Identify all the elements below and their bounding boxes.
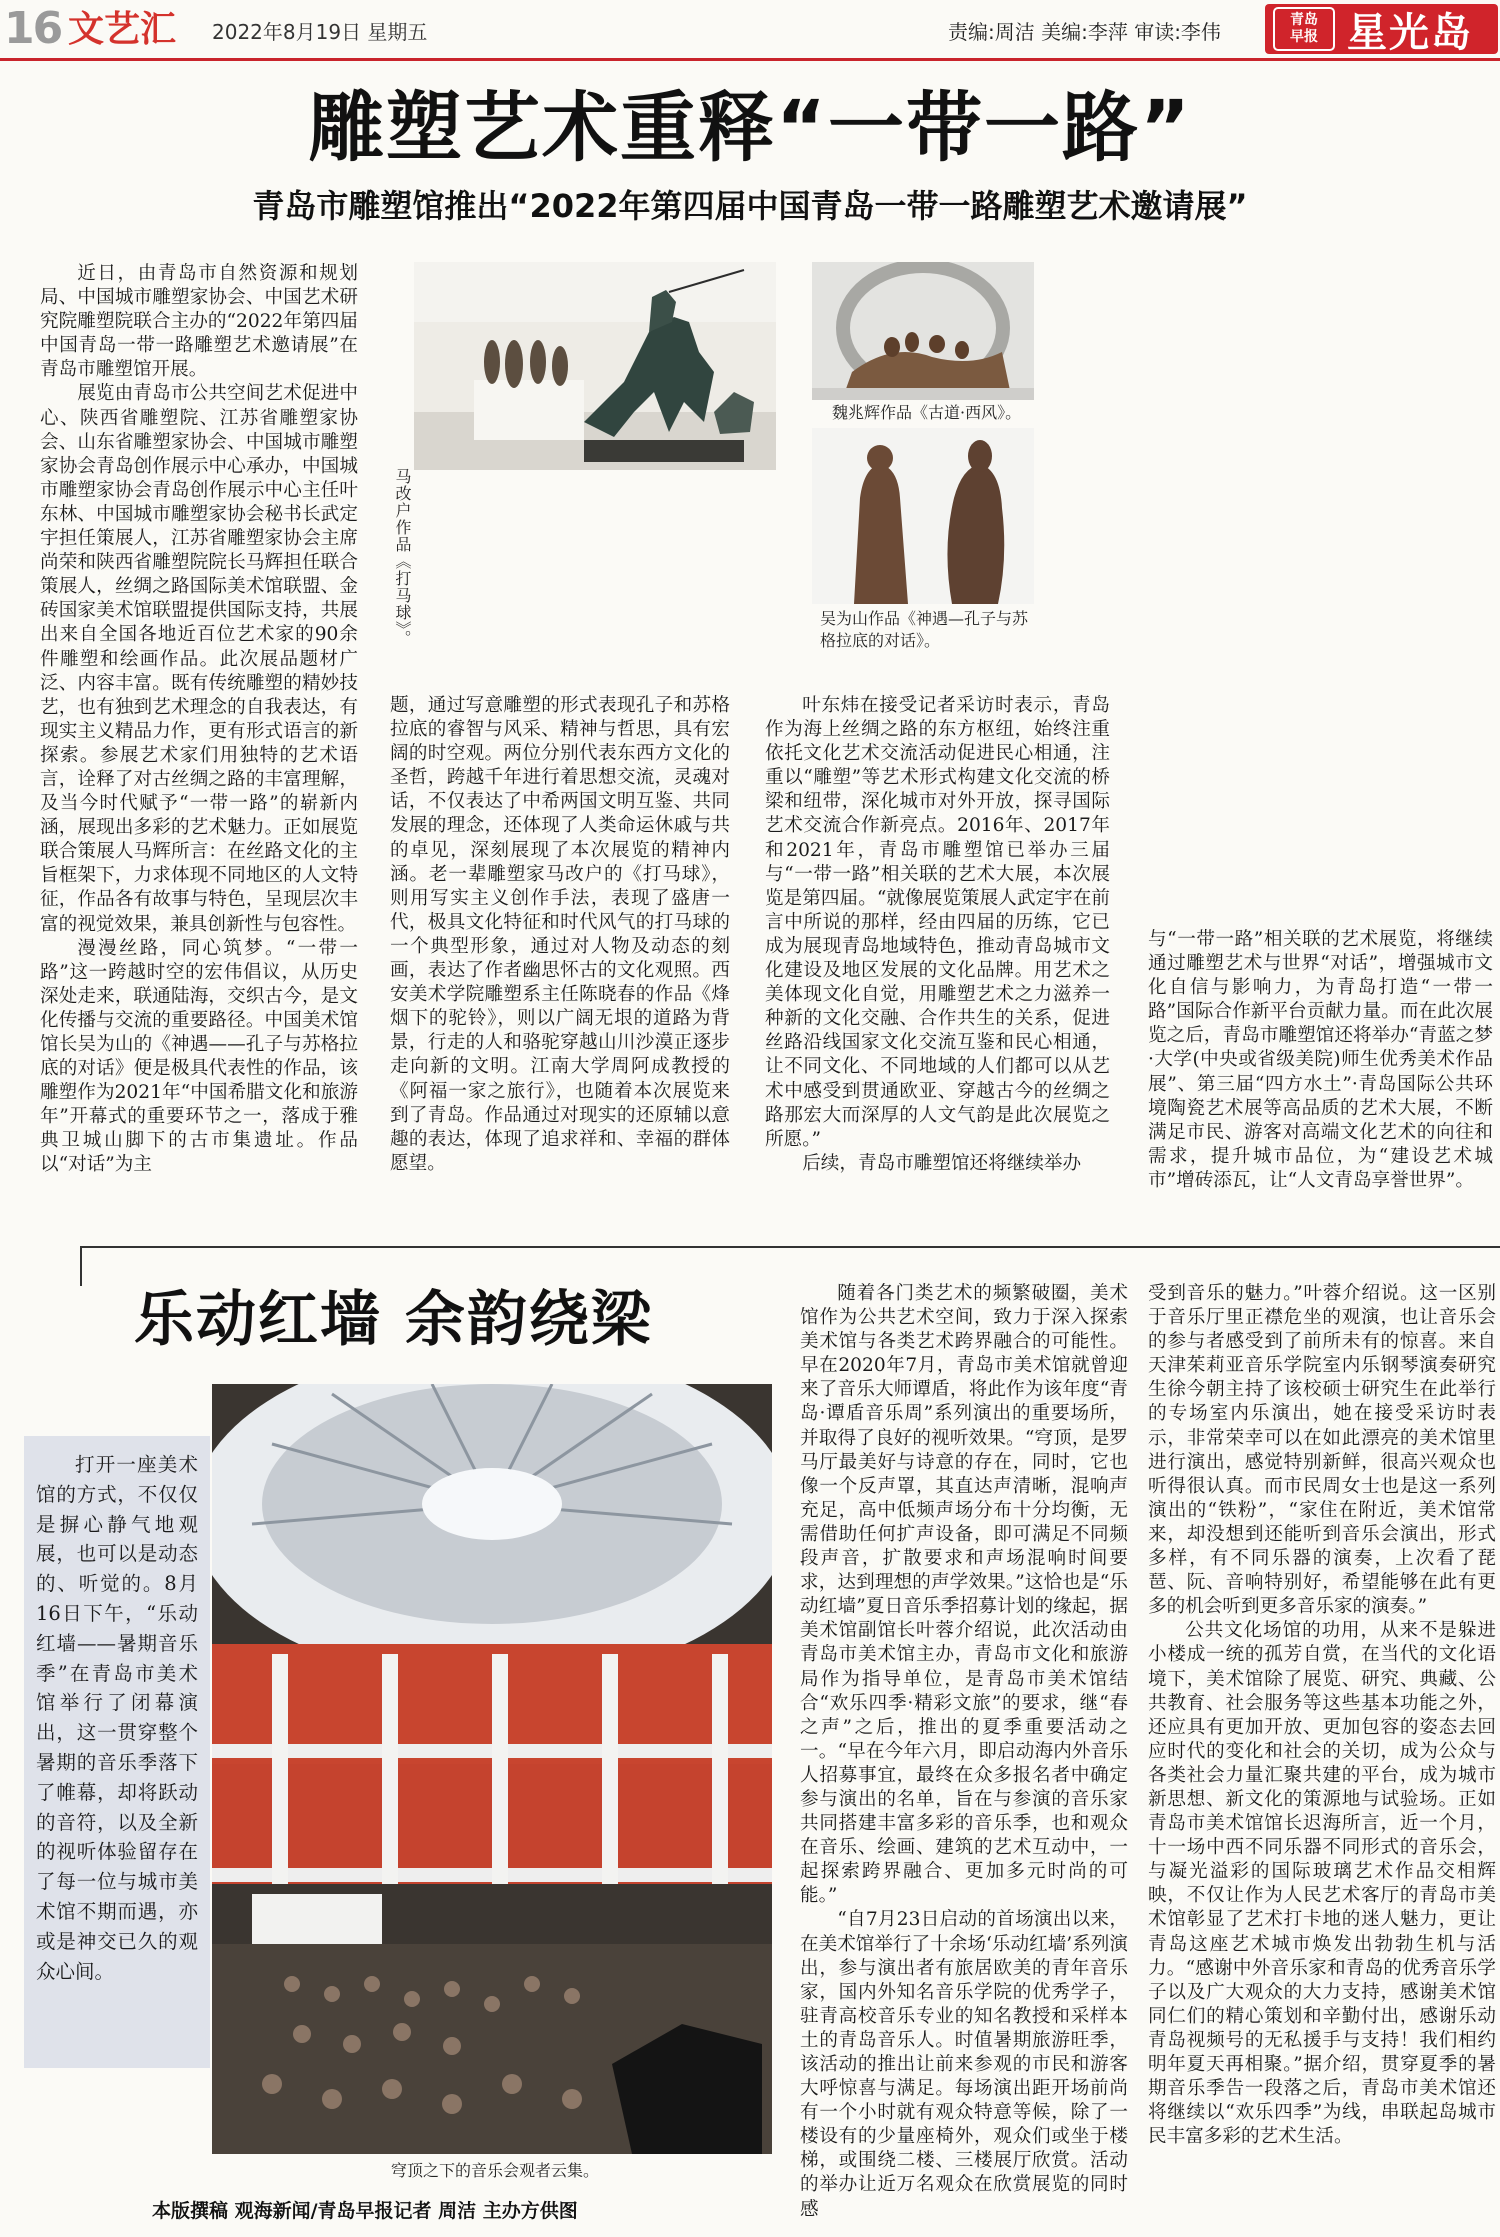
caption-figures-sculpture: 吴为山作品《神遇—孔子与苏格拉底的对话》。 [820,609,1029,650]
figures-sculpture-image [812,428,1034,604]
paragraph: “自7月23日启动的首场演出以来，在美术馆举行了十余场‘乐动红墙’系列演出，参与演出者有旅居欧美的青年音乐家，国内外知名音乐学院的优秀学子，驻青高校音乐专业的知名教授和采样本土的青岛音乐人。时值暑期旅游旺季，该活动的推出让前来参观的市民和游客大呼惊喜与满足。每场演出距开场前尚有一个小时就有观众特意等候，除了一楼设有的少量座椅外，观众们或坐于楼梯，或围绕二楼、三楼展厅欣赏。活动的举办让近万名观众在欣赏展览的同时感 [800,1909,1128,2220]
byline: 本版撰稿 观海新闻/青岛早报记者 周洁 主办方供图 [152,2200,578,2222]
article-column-2 [390,694,730,1222]
badge-line-2: 早报 [1290,29,1318,45]
paragraph: 叶东炜在接受记者采访时表示，青岛作为海上丝绸之路的东方枢纽，始终注重依托文化艺术交流活动促进民心相通，注重以“雕塑”等艺术形式构建文化交流的桥梁和纽带，深化城市对外开放，探寻国际艺术交流合作新亮点。2016年、2017年和2021年，青岛市雕塑馆已举办三届与“一带一路”相关联的艺术大展，本次展览是第四届。“就像展览策展人武定宇在前言中所说的那样，经由四届的历练，它已成为展现青岛地域特色，推动青岛城市文化建设及地区发展的文化品牌。用艺术之美体现文化自觉，用雕塑艺术之力滋养一种新的文化交融、合作共生的关系，促进丝路沿线国家文化交流互鉴和民心相通，让不同文化、不同地域的人们都可以从艺术中感受到贯通欧亚、穿越古今的丝绸之路那宏大而深厚的人文气韵是此次展览之所愿。” [765,695,1110,1150]
paragraph: 后续，青岛市雕塑馆还将继续举办 [802,1152,1082,1174]
supplement-name: 星光岛 [1347,8,1473,56]
editor-credits: 责编:周洁 美编:李萍 审读:李伟 [948,20,1221,44]
newspaper-badge [1273,7,1335,51]
article-column-1 [40,262,358,1222]
section-divider [80,1246,1500,1248]
paragraph: 随着各门类艺术的频繁破圈，美术馆作为公共艺术空间，致力于深入探索美术馆与各类艺术跨界融合的可能性。早在2020年7月，青岛市美术馆就曾迎来了音乐大师谭盾，将此作为该年度“青岛·谭盾音乐周”系列演出的重要场所，并取得了良好的视听效果。“穹顶，是罗马厅最美好与诗意的存在，同时，它也像一个反声罩，其直达声清晰，混响声充足，高中低频声场分布十分均衡，无需借助任何扩声设备，即可满足不同频段声音，扩散要求和声场混响时间要求，达到理想的声学效果。”这恰也是“乐动红墙”夏日音乐季招募计划的缘起，据美术馆副馆长叶蓉介绍说，此次活动由青岛市美术馆主办，青岛市文化和旅游局作为指导单位，是青岛市美术馆结合“欢乐四季·精彩文旅”的要求，继“春之声”之后，推出的夏季重要活动之一。“早在今年六月，即启动海内外音乐人招募事宜，最终在众多报名者中确定参与演出的名单，旨在与参演的音乐家共同搭建丰富多彩的音乐季，也和观众在音乐、绘画、建筑的艺术互动中，一起探索跨界融合、更加多元时尚的可能。” [800,1283,1128,1907]
badge-line-1: 青岛 [1290,12,1318,28]
article-column-4 [1148,928,1493,1222]
headline: 雕塑艺术重释“一带一路” [308,83,1192,172]
paragraph: 公共文化场馆的功用，从来不是躲进小楼成一统的孤芳自赏，在当代的文化语境下，美术馆除了展览、研究、典藏、公共教育、社会服务等这些基本功能之外，还应具有更加开放、更加包容的姿态去回应时代的变化和社会的关切，成为公众与各类社会力量汇聚共建的平台，成为城市新思想、新文化的策源地与试验场。正如青岛市美术馆馆长迟海所言，近一个月，十一场中西不同乐器不同形式的音乐会，与凝光溢彩的国际玻璃艺术作品交相辉映，不仅让作为人民艺术客厅的青岛市美术馆彰显了艺术打卡地的迷人魅力，更让青岛这座艺术城市焕发出勃勃生机与活力。“感谢中外音乐家和青岛的优秀音乐学子以及广大观众的大力支持，感谢美术馆同仁们的精心策划和辛勤付出，感谢乐动青岛视频号的无私援手与支持！我们相约明年夏天再相聚。”据介绍，贯穿夏季的暑期音乐季告一段落之后，青岛市美术馆还将继续以“欢乐四季”为线，串联起岛城市民丰富多彩的艺术生活。 [1148,1620,1496,2148]
caption-ring-sculpture: 魏兆辉作品《古道·西风》。 [832,403,1022,422]
figures-sculpture-photo [812,428,1034,604]
paragraph: 近日，由青岛市自然资源和规划局、中国城市雕塑家协会、中国艺术研究院雕塑院联合主办的“2022年第四届中国青岛一带一路雕塑艺术邀请展”在青岛市雕塑馆开展。 [40,263,358,381]
paragraph: 漫漫丝路，同心筑梦。“一带一路”这一跨越时空的宏伟倡议，从历史深处走来，联通陆海，交织古今，是文化传播与交流的重要路径。中国美术馆馆长吴为山的《神遇——孔子与苏格拉底的对话》便是极具代表性的作品，该雕塑作为2021年“中国希腊文化和旅游年”开幕式的重要环节之一，落成于雅典卫城山脚下的古市集遗址。作品以“对话”为主 [40,937,358,1176]
ring-sculpture-photo [812,262,1034,400]
header-rule [0,58,1500,61]
article-column-5 [800,1282,1128,2237]
paragraph: 与“一带一路”相关联的艺术展览，将继续通过雕塑艺术与世界“对话”，增强城市文化自信与影响力，为青岛打造“一带一路”国际合作新平台贡献力量。而在此次展览之后，青岛市雕塑馆还将举办“青蓝之梦·大学(中央或省级美院)师生优秀美术作品展”、第三届“四方水土”·青岛国际公共环境陶瓷艺术展等高品质的艺术大展，不断满足市民、游客对高端文化艺术的向往和需求，提升城市品位，为“建设艺术城市”增砖添瓦，让“人文青岛享誉世界”。 [1148,929,1493,1191]
paragraph: 展览由青岛市公共空间艺术促进中心、陕西省雕塑院、江苏省雕塑家协会、山东省雕塑家协会、中国城市雕塑家协会青岛创作展示中心承办，中国城市雕塑家协会青岛创作展示中心主任叶东林、中国城市雕塑家协会秘书长武定宇担任策展人，江苏省雕塑家协会主席尚荣和陕西省雕塑院院长马辉担任联合策展人，丝绸之路国际美术馆联盟、金砖国家美术馆联盟提供国际支持，共展出来自全国各地近百位艺术家的90余件雕塑和绘画作品。此次展品题材广泛、内容丰富。既有传统雕塑的精妙技艺，也有独到艺术理念的自我表达，有现实主义精品力作，更有形式语言的新探索。参展艺术家们用独特的艺术语言，诠释了对古丝绸之路的丰富理解，及当今时代赋予“一带一路”的崭新内涵，展现出多彩的艺术魅力。正如展览联合策展人马辉所言：在丝路文化的主旨框架下，力求体现不同地区的人文特征，作品各有故事与特色，呈现层次丰富的视觉效果，兼具创新性与包容性。 [40,383,358,935]
masthead-logo [1265,4,1498,54]
article-column-3 [765,694,1110,1222]
section-name: 文艺汇 [68,9,177,50]
intro-sidebar: 打开一座美术馆的方式，不仅仅是摒心静气地观展，也可以是动态的、听觉的。8月16日下午，“乐动红墙——暑期音乐季”在青岛市美术馆举行了闭幕演出，这一贯穿整个暑期的音乐季落下了帷幕，却将跃动的音符，以及全新的视听体验留存在了每一位与城市美术馆不期而遇，亦或是神交已久的观众心间。 [24,1436,210,2068]
caption-horse-sculpture: 马改户作品《打马球》。 [393,468,412,647]
article-column-6 [1148,1282,1496,2237]
concert-hall-photo [212,1384,772,2154]
ring-sculpture-image [812,262,1034,400]
paragraph: 受到音乐的魅力。”叶蓉介绍说。这一区别于音乐厅里正襟危坐的观演，也让音乐会的参与者感受到了前所未有的惊喜。来自天津茱莉亚音乐学院室内乐钢琴演奏研究生徐今朝主持了该校硕士研究生在此举行的专场室内乐演出，她在接受采访时表示，非常荣幸可以在如此漂亮的美术馆里进行演出，感觉特别新鲜，很高兴观众也听得很认真。而市民周女士也是这一系列演出的“铁粉”，“家住在附近，美术馆常来，却没想到还能听到音乐会演出，形式多样，有不同乐器的演奏，上次看了琵琶、阮、音响特别好，希望能够在此有更多的机会听到更多音乐家的演奏。” [1148,1283,1496,1618]
page-number: 16 [4,3,62,54]
concert-hall-image [212,1384,772,2154]
horse-sculpture-photo [414,262,776,470]
subheadline: 青岛市雕塑馆推出“2022年第四届中国青岛一带一路雕塑艺术邀请展” [252,187,1248,225]
section-divider-corner [80,1246,82,1286]
caption-concert-hall: 穹顶之下的音乐会观者云集。 [390,2161,599,2180]
issue-date: 2022年8月19日 星期五 [212,20,428,44]
headline-2: 乐动红墙 余韵绕梁 [134,1285,653,1355]
paragraph: 题，通过写意雕塑的形式表现孔子和苏格拉底的睿智与风采、精神与哲思，具有宏阔的时空观。两位分别代表东西方文化的圣哲，跨越千年进行着思想交流，灵魂对话，不仅表达了中希两国文明互鉴、共同发展的理念，还体现了人类命运休戚与共的卓见，深刻展现了本次展览的精神内涵。老一辈雕塑家马改户的《打马球》，则用写实主义创作手法，表现了盛唐一代，极具文化特征和时代风气的打马球的一个典型形象，通过对人物及动态的刻画，表达了作者幽思怀古的文化观照。西安美术学院雕塑系主任陈晓春的作品《烽烟下的驼铃》，则以广阔无垠的道路为背景，行走的人和骆驼穿越山川沙漠正逐步走向新的文明。江南大学周阿成教授的《阿福一家之旅行》，也随着本次展览来到了青岛。作品通过对现实的还原辅以意趣的表达，体现了追求祥和、幸福的群体愿望。 [390,695,730,1174]
horse-sculpture-image [414,262,776,470]
